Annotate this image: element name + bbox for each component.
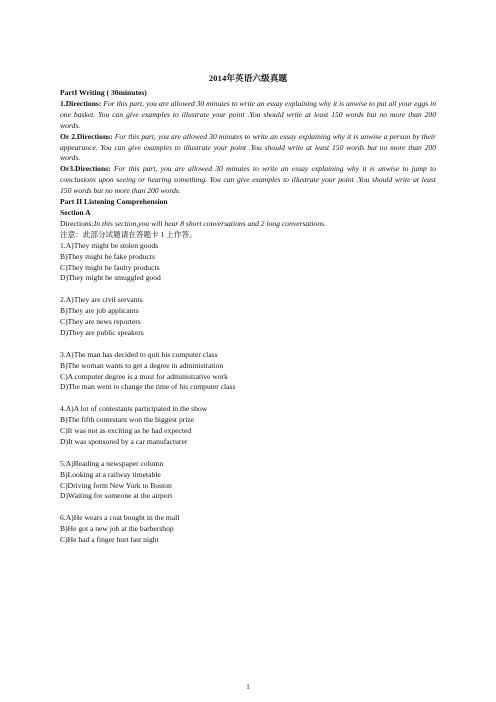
option: 2.A)They are civil servants: [60, 295, 143, 305]
spacer: [60, 339, 436, 350]
writing-direction-2: [60, 132, 436, 165]
spacer: [60, 448, 436, 459]
spacer: [60, 284, 436, 295]
option: B)Looking at a railway timetable: [60, 469, 161, 479]
option: C)They might be faulty products: [60, 262, 160, 272]
option: D)The man went to change the time of his computer class: [60, 382, 236, 392]
spacer: [60, 502, 436, 513]
option: C)He had a finger hurt last night: [60, 535, 159, 545]
direction-label: Or 2.Directions:: [60, 131, 113, 141]
page-title: 2014年英语六级真题: [208, 73, 288, 83]
option: 3.A)The man has decided to quit his computer class: [60, 349, 218, 359]
direction-text: For this part, you are allowed 30 minutes to write an essay explaining why it is unwise to put all your eggs in one basket. You can give examples to illustrate your point .You should write at least 150 words but no more than 200 words.: [60, 98, 436, 130]
spacer: [60, 393, 436, 404]
page-number: 1: [246, 683, 250, 691]
part2-heading: Part II Listening Comprehension: [60, 197, 168, 207]
writing-direction-3: [60, 164, 436, 197]
option: 1.A)They might be stolen goods: [60, 240, 159, 250]
answer-sheet-note: 注意：此部分试题请在答题卡 1 上作答。: [60, 229, 197, 239]
option: 5.A)Reading a newspaper column: [60, 458, 164, 468]
question-5: [60, 459, 436, 503]
option: D)They are public speakers: [60, 327, 144, 337]
option: 6.A)He wears a coat bought in the mall: [60, 513, 180, 523]
question-4: [60, 404, 436, 448]
direction-text: For this part, you are allowed 30 minutes to write an essay explaining why it is unwise to jump to conclusions upon seeing or hearing something. You can give examples to illustrate your point .You should write at least 150 words but no more than 200 words.: [60, 164, 436, 196]
option: B)They are job applicants: [60, 306, 139, 316]
option: D)Waiting for someone at the airport: [60, 491, 173, 501]
option: C)Driving form New York to Boston: [60, 480, 172, 490]
writing-direction-1: [60, 99, 436, 132]
question-1: [60, 241, 436, 285]
option: C)A computer degree is a must for administrative work: [60, 371, 228, 381]
direction-label: Or3.Directions:: [60, 164, 111, 174]
part1-heading: PartI Writing ( 30minutes): [60, 88, 147, 97]
direction-text: For this part, you are allowed 30 minutes to write an essay explaining why it is unwise a person by their appearance. You can give examples to illustrate your point .You should write at least 150 words but no more than 200 words.: [60, 131, 436, 163]
document-body: [60, 88, 436, 546]
option: 4.A)A lot of contestants participated in the show: [60, 404, 208, 414]
option: D)They might be smuggled good: [60, 273, 161, 283]
option: B)They might be fake products: [60, 251, 155, 261]
option: B)He got a new job at the barbershop: [60, 524, 174, 534]
option: D)It was sponsored by a car manufacturer: [60, 436, 188, 446]
direction-label: 1.Directions:: [60, 98, 102, 108]
directions-label: Directions:: [60, 218, 94, 228]
question-2: [60, 295, 436, 339]
option: C)It was not as exciting as he had expected: [60, 426, 192, 436]
option: B)The woman wants to get a degree in administration: [60, 360, 224, 370]
directions-text: In this section,you will hear 8 short conversations and 2 long conversations.: [93, 218, 326, 228]
question-6: [60, 513, 436, 546]
option: B)The fifth contestant won the biggest prize: [60, 415, 195, 425]
listening-directions: [60, 219, 436, 230]
option: C)They are news reporters: [60, 317, 141, 327]
question-3: [60, 350, 436, 394]
section-heading: Section A: [60, 207, 91, 217]
